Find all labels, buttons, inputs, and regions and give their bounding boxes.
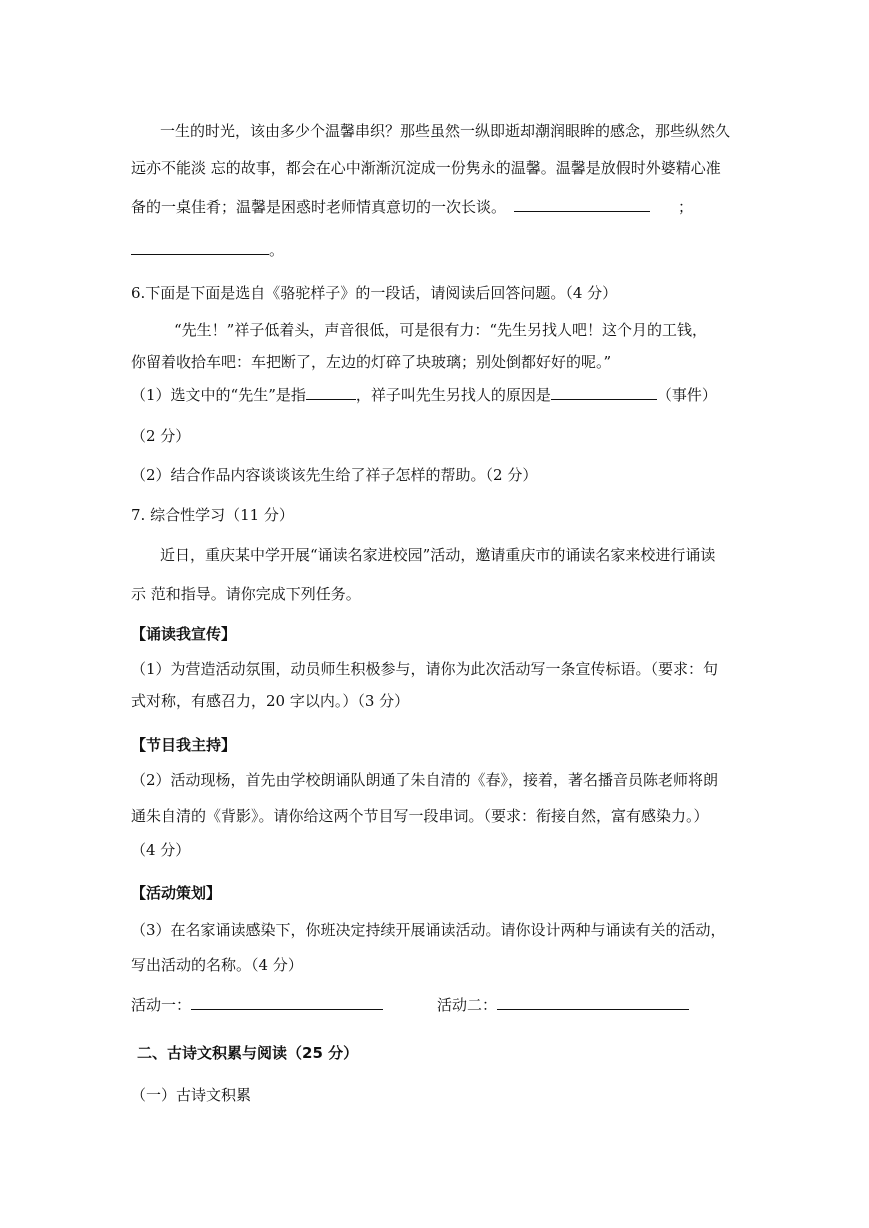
activity-one-blank[interactable] <box>191 995 383 1010</box>
activity-two-blank[interactable] <box>497 995 689 1010</box>
q6-sub1-text-c: （事件） <box>656 386 717 404</box>
q6-title: 6.下面是下面是选自《骆驼样子》的一段话，请阅读后回答问题。（4 分） <box>131 284 618 302</box>
section2-title: 二、古诗文积累与阅读（25 分） <box>137 1044 359 1062</box>
activity-one-label: 活动一： <box>131 996 192 1014</box>
para1-line3-text: 备的一桌佳肴；温馨是困惑时老师情真意切的一次长谈。 <box>131 198 507 216</box>
para1-line3 <box>131 197 693 217</box>
activity-one <box>131 995 383 1015</box>
answer-blank[interactable] <box>514 197 650 212</box>
q6-sub1-text-a: （1）选文中的“先生”是指 <box>131 386 306 404</box>
para1-line2: 远亦不能淡 忘的故事，都会在心中渐渐沉淀成一份隽永的温馨。温馨是放假时外婆精心准 <box>131 159 721 177</box>
section2-subtitle: （一）古诗文积累 <box>131 1086 252 1104</box>
q6-quote-line1: “先生！”祥子低着头，声音很低，可是很有力：“先生另找人吧！这个月的工钱， <box>174 321 708 339</box>
q6-quote-line2: 你留着收拾车吧：车把断了，左边的灯碎了块玻璃；别处倒都好好的呢。” <box>131 353 612 371</box>
q6-sub1-score: （2 分） <box>131 427 191 445</box>
para1-line4-end: 。 <box>269 241 285 259</box>
q6-sub1 <box>131 385 717 405</box>
q6-sub2: （2）结合作品内容谈谈该先生给了祥子怎样的帮助。（2 分） <box>131 466 538 484</box>
answer-blank[interactable] <box>551 385 657 400</box>
activity-two <box>437 995 689 1015</box>
q7-intro-line2: 示 范和指导。请你完成下列任务。 <box>131 585 361 603</box>
activity-two-label: 活动二： <box>437 996 498 1014</box>
q7-sec1-line2: 式对称，有感召力，20 字以内。）（3 分） <box>131 692 410 710</box>
q7-title: 7. 综合性学习（11 分） <box>131 506 294 524</box>
section-heading-publicity: 【诵读我宣传】 <box>131 625 237 643</box>
section-heading-planning: 【活动策划】 <box>131 884 222 902</box>
para1-line3-sep: ； <box>678 198 694 216</box>
q7-sec2-line2: 通朱自清的《背影》。请你给这两个节目写一段串词。（要求：衔接自然，富有感染力。） <box>131 807 709 825</box>
q7-sec2-line3: （4 分） <box>131 841 191 859</box>
q7-sec3-line2: 写出活动的名称。（4 分） <box>131 956 303 974</box>
q7-sec1-line1: （1）为营造活动氛围，动员师生积极参与，请你为此次活动写一条宣传标语。（要求：句 <box>131 660 719 678</box>
q7-intro-line1: 近日，重庆某中学开展“诵读名家进校园”活动，邀请重庆市的诵读名家来校进行诵读 <box>160 546 716 564</box>
q7-sec3-line1: （3）在名家诵读感染下，你班决定持续开展诵读活动。请你设计两种与诵读有关的活动， <box>131 921 726 939</box>
answer-blank[interactable] <box>131 240 269 255</box>
para1-line4 <box>131 240 284 260</box>
q7-sec2-line1: （2）活动现杨，首先由学校朗诵队朗通了朱自清的《春》，接着，著名播音员陈老师将朗 <box>131 771 719 789</box>
section-heading-host: 【节目我主持】 <box>131 736 237 754</box>
para1-line1: 一生的时光，该由多少个温馨串织？那些虽然一纵即逝却潮润眼眸的感念，那些纵然久 <box>160 122 731 140</box>
answer-blank[interactable] <box>306 385 356 400</box>
q6-sub1-text-b: ，祥子叫先生另找人的原因是 <box>355 386 551 404</box>
